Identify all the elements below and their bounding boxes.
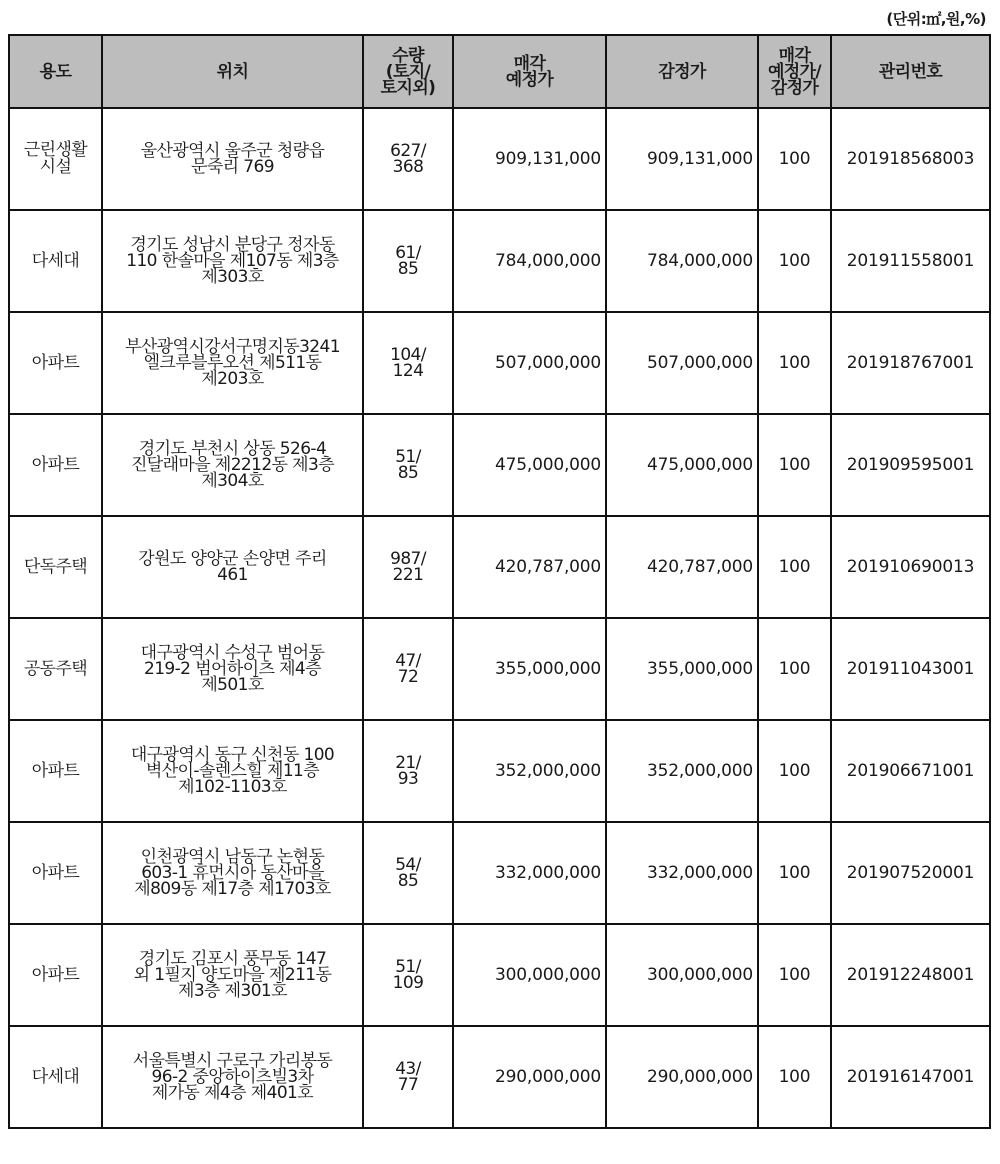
usage-cell-line: 아파트 (31, 352, 80, 373)
column-header-label: 용도 (39, 61, 72, 82)
usage-cell-line: 아파트 (31, 964, 80, 985)
quantity-cell (363, 720, 453, 822)
location-cell-line: 제203호 (201, 369, 264, 389)
location-cell-line: 경기도 김포시 풍무동 147 (138, 949, 327, 969)
table-row (9, 210, 990, 312)
usage-cell-line: 다세대 (31, 1066, 80, 1087)
quantity-cell-line: 109 (392, 973, 424, 993)
location-cell-line: 제3층 제301호 (178, 981, 287, 1001)
management-number-cell: 201916147001 (831, 1026, 990, 1128)
appraised-price-cell: 352,000,000 (606, 720, 758, 822)
location-cell-line: 진달래마을 제2212동 제3층 (130, 455, 335, 475)
ratio-cell: 100 (758, 822, 831, 924)
quantity-cell-line: 72 (397, 667, 419, 687)
location-cell-line: 110 한솔마을 제107동 제3층 (126, 251, 339, 271)
quantity-cell-line: 85 (397, 463, 419, 483)
column-header-label: (토지/ (385, 61, 431, 82)
quantity-cell (363, 414, 453, 516)
location-cell-line: 461 (217, 565, 248, 585)
ratio-cell: 100 (758, 108, 831, 210)
management-number-cell: 201918767001 (831, 312, 990, 414)
quantity-cell (363, 822, 453, 924)
appraised-price-cell: 909,131,000 (606, 108, 758, 210)
location-cell (102, 516, 363, 618)
quantity-cell-line: 221 (392, 565, 424, 585)
location-cell-line: 219-2 범어하이츠 제4층 (144, 659, 321, 679)
usage-cell (9, 108, 102, 210)
usage-cell-line: 공동주택 (23, 658, 88, 679)
property-sale-table (8, 34, 991, 1129)
location-cell (102, 108, 363, 210)
table-row (9, 1026, 990, 1128)
management-number-cell: 201910690013 (831, 516, 990, 618)
ratio-cell: 100 (758, 1026, 831, 1128)
location-cell (102, 210, 363, 312)
table-header-row (9, 35, 990, 108)
location-cell-line: 울산광역시 울주군 청량읍 (140, 141, 325, 161)
appraised-price-cell: 300,000,000 (606, 924, 758, 1026)
management-number-cell: 201911043001 (831, 618, 990, 720)
table-row (9, 108, 990, 210)
quantity-cell-line: 627/ (390, 141, 426, 161)
location-cell-line: 강원도 양양군 손양면 주리 (138, 549, 327, 569)
location-cell-line: 경기도 성남시 분당구 정자동 (130, 235, 335, 255)
location-cell-line: 엘크루블루오션 제511동 (143, 353, 322, 373)
location-cell (102, 720, 363, 822)
quantity-cell (363, 924, 453, 1026)
location-cell-line: 제102-1103호 (178, 777, 287, 797)
location-cell (102, 618, 363, 720)
ratio-cell: 100 (758, 924, 831, 1026)
column-header-planned-price (453, 35, 606, 108)
quantity-cell-line: 124 (392, 361, 424, 381)
planned-price-cell: 475,000,000 (453, 414, 606, 516)
appraised-price-cell: 355,000,000 (606, 618, 758, 720)
table-row (9, 312, 990, 414)
ratio-cell: 100 (758, 312, 831, 414)
column-header-label: 토지외) (380, 77, 436, 98)
quantity-cell (363, 516, 453, 618)
usage-cell-line: 아파트 (31, 862, 80, 883)
table-row (9, 720, 990, 822)
location-cell-line: 벽산이-솔렌스힐 제11층 (145, 761, 320, 781)
management-number-cell: 201918568003 (831, 108, 990, 210)
quantity-cell-line: 21/ (395, 753, 421, 773)
column-header-label: 매각 (513, 53, 546, 74)
quantity-cell-line: 368 (392, 157, 424, 177)
management-number-cell: 201906671001 (831, 720, 990, 822)
column-header-label: 수량 (392, 45, 424, 66)
location-cell-line: 서울특별시 구로구 가리봉동 (132, 1051, 333, 1071)
column-header-management-no (831, 35, 990, 108)
location-cell-line: 603-1 휴먼시아 동산마을 (141, 863, 324, 883)
planned-price-cell: 355,000,000 (453, 618, 606, 720)
usage-cell (9, 312, 102, 414)
column-header-appraised-price (606, 35, 758, 108)
column-header-quantity (363, 35, 453, 108)
usage-cell (9, 516, 102, 618)
usage-cell (9, 210, 102, 312)
usage-cell-line: 단독주택 (23, 556, 88, 577)
planned-price-cell: 420,787,000 (453, 516, 606, 618)
location-cell-line: 경기도 부천시 상동 526-4 (138, 439, 327, 459)
location-cell (102, 312, 363, 414)
unit-note: (단위:㎡,원,%) (886, 10, 986, 28)
ratio-cell: 100 (758, 210, 831, 312)
planned-price-cell: 300,000,000 (453, 924, 606, 1026)
location-cell-line: 제501호 (201, 675, 264, 695)
usage-cell-line: 근린생활 (23, 140, 88, 160)
column-header-label: 감정가 (770, 77, 819, 98)
column-header-usage (9, 35, 102, 108)
appraised-price-cell: 420,787,000 (606, 516, 758, 618)
quantity-cell (363, 210, 453, 312)
location-cell-line: 인천광역시 남동구 논현동 (140, 847, 325, 867)
appraised-price-cell: 290,000,000 (606, 1026, 758, 1128)
column-header-label: 관리번호 (878, 61, 943, 82)
management-number-cell: 201912248001 (831, 924, 990, 1026)
location-cell-line: 부산광역시강서구명지동3241 (125, 337, 340, 357)
location-cell-line: 대구광역시 동구 신천동 100 (130, 745, 335, 765)
quantity-cell (363, 1026, 453, 1128)
appraised-price-cell: 784,000,000 (606, 210, 758, 312)
quantity-cell-line: 987/ (390, 549, 426, 569)
ratio-cell: 100 (758, 516, 831, 618)
usage-cell (9, 924, 102, 1026)
location-cell-line: 96-2 중앙하이츠빌3차 (151, 1067, 314, 1087)
management-number-cell: 201911558001 (831, 210, 990, 312)
column-header-label: 예정가/ (767, 61, 822, 82)
appraised-price-cell: 475,000,000 (606, 414, 758, 516)
quantity-cell (363, 312, 453, 414)
location-cell-line: 제809동 제17층 제1703호 (134, 879, 331, 899)
location-cell-line: 외 1필지 양도마을 제211동 (133, 965, 332, 985)
column-header-location (102, 35, 363, 108)
usage-cell-line: 다세대 (31, 250, 80, 271)
usage-cell-line: 아파트 (31, 454, 80, 475)
column-header-ratio (758, 35, 831, 108)
column-header-label: 감정가 (658, 61, 706, 82)
ratio-cell: 100 (758, 414, 831, 516)
table-row (9, 822, 990, 924)
location-cell-line: 제304호 (201, 471, 264, 491)
usage-cell-line: 시설 (39, 157, 72, 177)
column-header-label: 예정가 (505, 69, 554, 90)
quantity-cell (363, 108, 453, 210)
usage-cell (9, 618, 102, 720)
appraised-price-cell: 332,000,000 (606, 822, 758, 924)
quantity-cell-line: 51/ (395, 957, 421, 977)
quantity-cell-line: 77 (397, 1075, 419, 1095)
quantity-cell-line: 85 (397, 259, 419, 279)
planned-price-cell: 909,131,000 (453, 108, 606, 210)
quantity-cell-line: 43/ (395, 1059, 421, 1079)
location-cell (102, 414, 363, 516)
usage-cell-line: 아파트 (31, 760, 80, 781)
quantity-cell-line: 104/ (390, 345, 426, 365)
table-row (9, 924, 990, 1026)
location-cell (102, 822, 363, 924)
table-body (9, 108, 990, 1128)
usage-cell (9, 414, 102, 516)
planned-price-cell: 784,000,000 (453, 210, 606, 312)
usage-cell (9, 1026, 102, 1128)
usage-cell (9, 822, 102, 924)
location-cell-line: 제303호 (201, 267, 264, 287)
location-cell (102, 924, 363, 1026)
planned-price-cell: 352,000,000 (453, 720, 606, 822)
usage-cell (9, 720, 102, 822)
ratio-cell: 100 (758, 720, 831, 822)
column-header-label: 위치 (216, 61, 249, 82)
location-cell (102, 1026, 363, 1128)
table-row (9, 516, 990, 618)
location-cell-line: 제가동 제4층 제401호 (151, 1083, 314, 1103)
quantity-cell (363, 618, 453, 720)
column-header-label: 매각 (778, 45, 811, 66)
location-cell-line: 대구광역시 수성구 범어동 (140, 643, 325, 663)
planned-price-cell: 290,000,000 (453, 1026, 606, 1128)
planned-price-cell: 507,000,000 (453, 312, 606, 414)
planned-price-cell: 332,000,000 (453, 822, 606, 924)
quantity-cell-line: 93 (397, 769, 419, 789)
quantity-cell-line: 61/ (395, 243, 421, 263)
table-row (9, 414, 990, 516)
quantity-cell-line: 85 (397, 871, 419, 891)
appraised-price-cell: 507,000,000 (606, 312, 758, 414)
quantity-cell-line: 51/ (395, 447, 421, 467)
quantity-cell-line: 54/ (395, 855, 421, 875)
management-number-cell: 201907520001 (831, 822, 990, 924)
ratio-cell: 100 (758, 618, 831, 720)
location-cell-line: 문죽리 769 (191, 157, 274, 177)
management-number-cell: 201909595001 (831, 414, 990, 516)
quantity-cell-line: 47/ (395, 651, 421, 671)
table-row (9, 618, 990, 720)
